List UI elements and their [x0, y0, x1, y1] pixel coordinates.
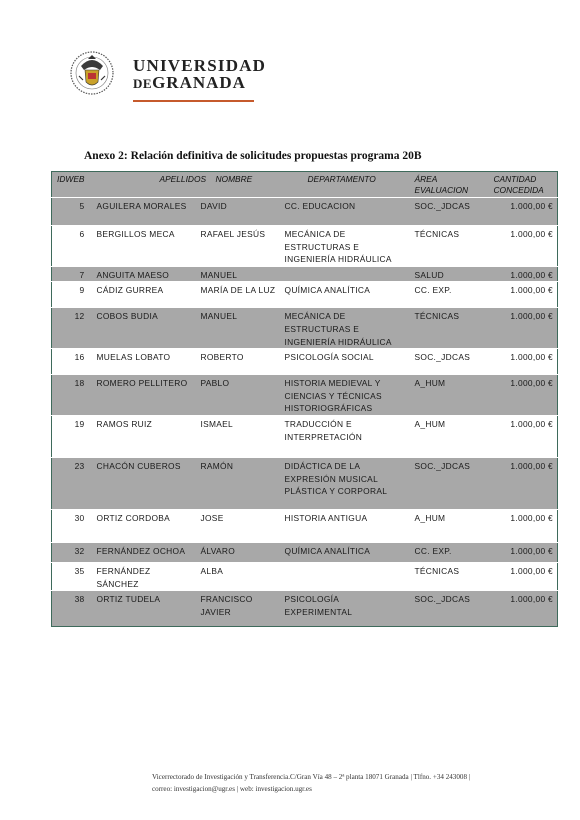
- cell-nombre: MANUEL: [198, 308, 282, 349]
- cell-area: SALUD: [412, 266, 491, 282]
- cell-nombre: DAVID: [198, 198, 282, 226]
- cell-nombre: ISMAEL: [198, 415, 282, 457]
- cell-cantidad: 1.000,00 €: [491, 349, 558, 375]
- footer-address: Vicerrectorado de Investigación y Transferencia.C/Gran Vía 48 – 2ª planta 18071 Granada | Tlfno. +34 243008 |: [152, 773, 471, 781]
- cell-area: SOC._JDCAS: [412, 591, 491, 627]
- table-row: [52, 226, 558, 267]
- cell-apellidos: AGUILERA MORALES: [94, 198, 198, 226]
- cell-nombre: PABLO: [198, 375, 282, 416]
- cell-nombre: ALBA: [198, 562, 282, 590]
- cell-apellidos: FERNÁNDEZ OCHOA: [94, 542, 198, 562]
- cell-departamento: HISTORIA ANTIGUA: [282, 509, 412, 542]
- cell-cantidad: 1.000,00 €: [491, 509, 558, 542]
- cell-apellidos: COBOS BUDIA: [94, 308, 198, 349]
- table-row: [52, 562, 558, 590]
- cell-idweb: 23: [52, 457, 94, 509]
- university-name-line2: [133, 73, 246, 93]
- university-coat-of-arms-logo: [70, 46, 114, 104]
- cell-cantidad: 1.000,00 €: [491, 457, 558, 509]
- university-name-de: DE: [133, 76, 153, 91]
- cell-apellidos: ROMERO PELLITERO: [94, 375, 198, 416]
- cell-area: SOC._JDCAS: [412, 457, 491, 509]
- cell-cantidad: 1.000,00 €: [491, 415, 558, 457]
- cell-cantidad: 1.000,00 €: [491, 226, 558, 267]
- cell-nombre: JOSE: [198, 509, 282, 542]
- cell-nombre: RAFAEL JESÚS: [198, 226, 282, 267]
- table-row: [52, 266, 558, 282]
- cell-area: SOC._JDCAS: [412, 349, 491, 375]
- table-row: [52, 457, 558, 509]
- page-footer: [152, 771, 470, 795]
- university-name-line1: UNIVERSIDAD: [133, 56, 267, 75]
- cell-cantidad: 1.000,00 €: [491, 198, 558, 226]
- cell-departamento: [282, 266, 412, 282]
- cell-cantidad: 1.000,00 €: [491, 562, 558, 590]
- table-row: [52, 509, 558, 542]
- cell-nombre: ROBERTO: [198, 349, 282, 375]
- cell-departamento: PSICOLOGÍA EXPERIMENTAL: [282, 591, 412, 627]
- column-header-area: ÁREA EVALUACION: [412, 172, 491, 198]
- cell-departamento: QUÍMICA ANALÍTICA: [282, 282, 412, 308]
- cell-apellidos: RAMOS RUIZ: [94, 415, 198, 457]
- cell-cantidad: 1.000,00 €: [491, 375, 558, 416]
- cell-idweb: 5: [52, 198, 94, 226]
- cell-nombre: MARÍA DE LA LUZ: [198, 282, 282, 308]
- cell-cantidad: 1.000,00 €: [491, 266, 558, 282]
- cell-apellidos: ANGUITA MAESO: [94, 266, 198, 282]
- cell-area: CC. EXP.: [412, 542, 491, 562]
- cell-apellidos: ORTIZ TUDELA: [94, 591, 198, 627]
- footer-contact: correo: investigacion@ugr.es | web: investigacion.ugr.es: [152, 785, 312, 793]
- cell-departamento: HISTORIA MEDIEVAL Y CIENCIAS Y TÉCNICAS HISTORIOGRÁFICAS: [282, 375, 412, 416]
- table-row: [52, 415, 558, 457]
- cell-idweb: 35: [52, 562, 94, 590]
- cell-departamento: PSICOLOGÍA SOCIAL: [282, 349, 412, 375]
- cell-departamento: TRADUCCIÓN E INTERPRETACIÓN: [282, 415, 412, 457]
- cell-apellidos: BERGILLOS MECA: [94, 226, 198, 267]
- cell-idweb: 7: [52, 266, 94, 282]
- column-header-departamento: DEPARTAMENTO: [282, 172, 412, 198]
- cell-cantidad: 1.000,00 €: [491, 282, 558, 308]
- table-header-row: [52, 172, 558, 198]
- cell-area: CC. EXP.: [412, 282, 491, 308]
- cell-departamento: [282, 562, 412, 590]
- cell-cantidad: 1.000,00 €: [491, 542, 558, 562]
- cell-idweb: 19: [52, 415, 94, 457]
- column-header-nombre: NOMBRE: [198, 172, 282, 198]
- cell-area: TÉCNICAS: [412, 308, 491, 349]
- cell-idweb: 32: [52, 542, 94, 562]
- table-row: [52, 375, 558, 416]
- table-row: [52, 349, 558, 375]
- cell-apellidos: MUELAS LOBATO: [94, 349, 198, 375]
- cell-nombre: RAMÓN: [198, 457, 282, 509]
- cell-area: A_HUM: [412, 415, 491, 457]
- university-name-granada: GRANADA: [152, 73, 246, 92]
- table-row: [52, 591, 558, 627]
- cell-departamento: QUÍMICA ANALÍTICA: [282, 542, 412, 562]
- table-row: [52, 308, 558, 349]
- cell-apellidos: FERNÁNDEZ SÁNCHEZ: [94, 562, 198, 590]
- cell-area: TÉCNICAS: [412, 226, 491, 267]
- annex-title: Anexo 2: Relación definitiva de solicitudes propuestas programa 20B: [84, 150, 422, 162]
- column-header-apellidos: APELLIDOS: [94, 172, 198, 198]
- cell-cantidad: 1.000,00 €: [491, 591, 558, 627]
- cell-area: A_HUM: [412, 375, 491, 416]
- cell-departamento: DIDÁCTICA DE LA EXPRESIÓN MUSICAL PLÁSTICA Y CORPORAL: [282, 457, 412, 509]
- cell-idweb: 18: [52, 375, 94, 416]
- header-accent-rule: [133, 100, 254, 102]
- table-row: [52, 542, 558, 562]
- cell-nombre: FRANCISCO JAVIER: [198, 591, 282, 627]
- applications-table: [51, 171, 558, 627]
- cell-departamento: CC. EDUCACION: [282, 198, 412, 226]
- cell-area: A_HUM: [412, 509, 491, 542]
- column-header-cantidad: CANTIDAD CONCEDIDA: [491, 172, 558, 198]
- cell-area: SOC._JDCAS: [412, 198, 491, 226]
- table-row: [52, 282, 558, 308]
- cell-departamento: MECÁNICA DE ESTRUCTURAS E INGENIERÍA HIDRÁULICA: [282, 226, 412, 267]
- cell-idweb: 38: [52, 591, 94, 627]
- cell-nombre: MANUEL: [198, 266, 282, 282]
- cell-apellidos: CHACÓN CUBEROS: [94, 457, 198, 509]
- cell-idweb: 12: [52, 308, 94, 349]
- cell-nombre: ÁLVARO: [198, 542, 282, 562]
- cell-area: TÉCNICAS: [412, 562, 491, 590]
- cell-apellidos: ORTIZ CORDOBA: [94, 509, 198, 542]
- table-row: [52, 198, 558, 226]
- cell-idweb: 9: [52, 282, 94, 308]
- cell-cantidad: 1.000,00 €: [491, 308, 558, 349]
- cell-idweb: 16: [52, 349, 94, 375]
- column-header-idweb: IDWEB: [52, 172, 94, 198]
- cell-idweb: 30: [52, 509, 94, 542]
- cell-idweb: 6: [52, 226, 94, 267]
- cell-departamento: MECÁNICA DE ESTRUCTURAS E INGENIERÍA HIDRÁULICA: [282, 308, 412, 349]
- cell-apellidos: CÁDIZ GURREA: [94, 282, 198, 308]
